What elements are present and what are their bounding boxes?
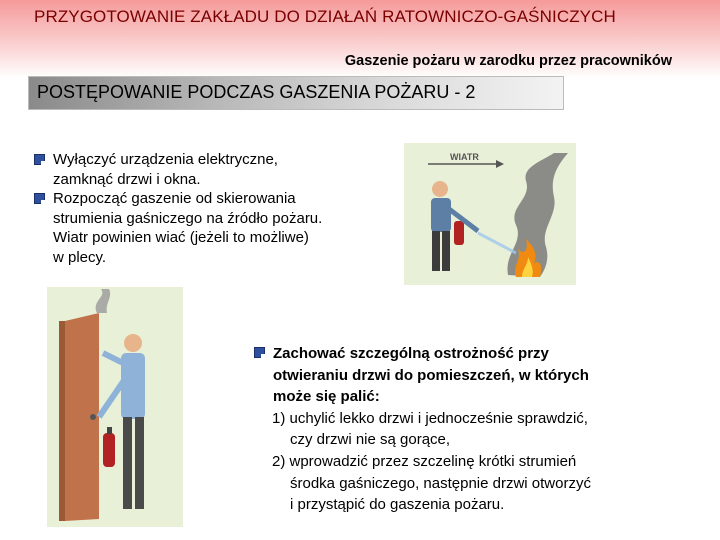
bullet-item-extinguish [34,189,394,228]
page-title: PRZYGOTOWANIE ZAKŁADU DO DZIAŁAŃ RATOWNICZO-GAŚNICZYCH [34,7,616,26]
left-bullet-list [34,150,394,268]
bullet-item-door-caution [254,343,674,408]
fire-extinguisher-icon [103,433,115,467]
wind-label: WIATR [450,152,479,162]
bullet-text: Rozpocząć gaszenie od skierowania [53,190,296,208]
person-body-icon [431,198,451,232]
list-item-1: 1) uchylić lekko drzwi i jednocześnie sprawdzić, [272,409,588,427]
person-body-icon [121,353,145,419]
fire-extinguisher-icon [454,221,464,245]
bullet-square-icon [254,347,265,358]
door-frame-icon [59,321,65,521]
bullet-text: może się palić: [273,388,380,406]
wind-illustration-svg [404,143,576,285]
extinguisher-valve-icon [107,427,112,434]
section-title: POSTĘPOWANIE PODCZAS GASZENIA POŻARU - 2 [37,82,476,102]
extinguisher-stream-icon [478,233,516,253]
door-handle-icon [90,414,96,420]
wind-note: w plecy. [53,248,107,266]
wind-arrowhead-icon [496,160,504,168]
wind-illustration [404,143,576,285]
list-item-1-cont: czy drzwi nie są gorące, [290,431,451,449]
bullet-text: zamknąć drzwi i okna. [53,170,201,188]
list-item-2: 2) wprowadzić przez szczelinę krótki strumień [272,452,577,470]
door-illustration [47,287,183,527]
person-arm-icon [103,353,123,363]
list-item-2-cont: środka gaśniczego, następnie drzwi otworzyć [290,474,591,492]
person-leg-icon [135,417,144,509]
door-illustration-svg [47,287,183,527]
person-head-icon [124,334,142,352]
person-leg-icon [432,231,440,271]
bullet-text: otwieraniu drzwi do pomieszczeń, w których [273,366,589,384]
right-bullet-list [254,343,674,516]
bullet-square-icon [34,154,45,165]
smoke-icon [507,153,568,277]
bullet-text: strumienia gaśniczego na źródło pożaru. [53,209,323,227]
bullet-square-icon [34,193,45,204]
section-bar [28,76,564,110]
person-leg-icon [442,231,450,271]
smoke-icon [96,289,111,313]
wind-note: Wiatr powinien wiać (jeżeli to możliwe) [53,229,309,247]
bullet-item-electric [34,150,394,189]
bullet-text: Zachować szczególną ostrożność przy [273,345,549,362]
page-subtitle: Gaszenie pożaru w zarodku przez pracowników [344,53,672,69]
list-item-2-cont: i przystąpić do gaszenia pożaru. [290,496,505,514]
person-leg-icon [123,417,132,509]
person-head-icon [432,181,448,197]
bullet-text: Wyłączyć urządzenia elektryczne, [53,151,278,168]
